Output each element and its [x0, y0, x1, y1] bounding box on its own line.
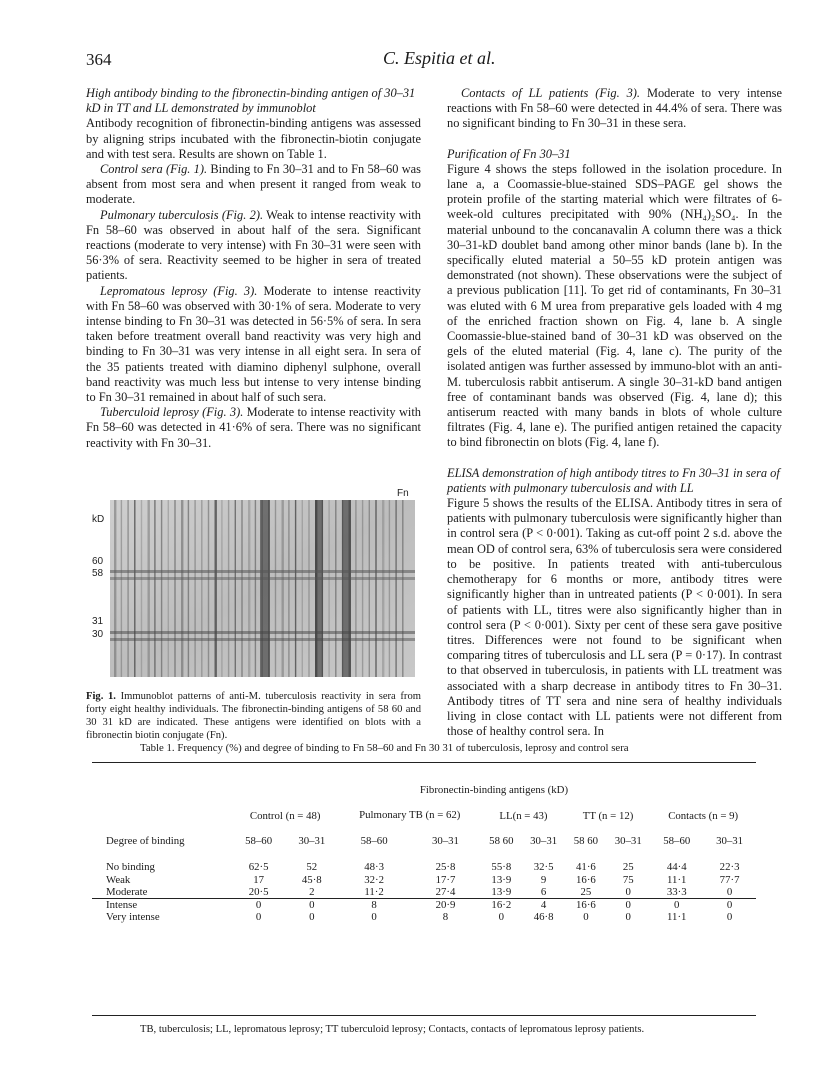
table-row	[92, 874, 756, 887]
subcol-header: 30–31	[614, 834, 642, 847]
table-cell: 0	[625, 911, 631, 924]
kd-axis-label: kD	[92, 514, 105, 525]
blot-lane	[235, 500, 236, 677]
table-cell: 8	[442, 911, 449, 924]
subcol-header: 58 60	[489, 834, 514, 847]
running-head: C. Espitia et al.	[383, 48, 496, 68]
figure-1	[86, 488, 421, 678]
table-cell: 27·4	[435, 886, 456, 899]
blot-dark-lane	[260, 500, 270, 677]
blot-lane	[148, 500, 150, 677]
immunoblot-image	[110, 500, 415, 677]
table-row	[92, 861, 756, 874]
paragraph-control	[86, 162, 421, 208]
table-cell: 41·6	[576, 861, 596, 874]
section-heading-immunoblot: High antibody binding to the fibronectin-binding antigen of 30–31 kD in TT and LL demonstrated by immunoblot	[86, 86, 416, 116]
table-cell: 52	[306, 861, 318, 874]
blot-lane	[402, 500, 403, 677]
table-cell: 48·3	[364, 861, 384, 874]
table-rule-bottom	[92, 1015, 756, 1016]
page-number: 364	[86, 50, 112, 69]
control-text: Binding to Fn 30–31 and to Fn 58–60 was absent from most sera and when present it ranged from weak to moderate.	[86, 162, 421, 207]
table-row	[92, 911, 756, 924]
table-cell: 46·8	[533, 911, 554, 924]
table-cell: 4	[540, 898, 547, 911]
paragraph-lepromatous	[86, 284, 421, 406]
table-cell: 25	[622, 861, 634, 874]
table-cell: 0	[726, 886, 733, 899]
table-cell: 17	[253, 873, 264, 886]
control-lead: Control sera (Fig. 1).	[100, 162, 208, 177]
blot-lane	[282, 500, 284, 677]
table-cell: 13·9	[491, 886, 512, 899]
blot-lane	[141, 500, 142, 677]
table-cell: 45·8	[301, 873, 322, 886]
table-cell: 16·2	[491, 898, 512, 911]
group-header: LL(n = 43)	[499, 810, 548, 822]
table-cell: 0	[255, 898, 262, 911]
subcol-header: 58–60	[245, 834, 273, 847]
section-heading-elisa: ELISA demonstration of high antibody titres to Fn 30–31 in sera of patients with pulmonary tuberculosis and with LL	[447, 465, 780, 495]
table-row	[92, 899, 756, 912]
table-cell: 33·3	[666, 886, 687, 899]
blot-lane	[389, 500, 390, 677]
table-cell: 20·9	[435, 898, 456, 911]
table-cell: 11·1	[667, 911, 687, 924]
marker-58: 58	[92, 568, 104, 579]
table-cell: 75	[622, 873, 634, 886]
blot-lane	[375, 500, 376, 677]
blot-lane	[308, 500, 309, 677]
table-cell: 0	[498, 911, 505, 924]
blot-lane	[188, 500, 189, 677]
blot-lane	[201, 500, 202, 677]
table-cell: 6	[540, 886, 547, 899]
blot-lane	[362, 500, 363, 677]
table-cell: 11·1	[667, 873, 687, 886]
paragraph-elisa: Figure 5 shows the results of the ELISA. Antibody titres in sera of patients with pulmonary tuberculosis were significantly higher than in control sera (P < 0·001). Taking as cut-off point 2 s.d. above the mean OD of control sera, 63% of tuberculosis sera were considered to be positive. In patients treated with anti-tuberculous chemotherapy for 6 months or more, antibody titres were significantly higher than in untreated patients (P < 0·001). In sera of patients with LL, titres were also significantly higher than in control sera (P < 0·001). Sixty per cent of these sera gave positive titres. Differences were not found to be significant when comparing titres of tuberculosis and LL sera (P = 0·17). In contrast to that observed in tuberculosis, in patients with LL treatment was associated with a sharp decrease in antibody titres to Fn 30–31. Antibody titres of TT sera and nine sera of healthy individuals living in close contact with LL patients were not different from those of healthy control sera. In	[447, 496, 782, 739]
table-cell: 0	[726, 898, 733, 911]
ptb-text: Weak to intense reactivity with Fn 58–60 was observed in about half of the sera. Significant reactions (moderate to very intense) with Fn 30–31 were seen with 56·3% of sera. Reactivity seemed to be higher in sera of treated patients.	[86, 207, 421, 283]
table-cell: 0	[309, 898, 315, 911]
subcol-header: 30–31	[298, 834, 326, 847]
figure-1-caption	[86, 690, 421, 742]
row-label: Very intense	[106, 911, 160, 924]
marker-30: 30	[92, 629, 104, 640]
marker-60: 60	[92, 556, 104, 567]
paragraph-purification: Figure 4 shows the steps followed in the isolation procedure. In lane a, a Coomassie-blue-stained SDS–PAGE gel shows the protein profile of the starting material which were filtrates of 6-week-old cultures precipitated with 90% (NH₄)₂SO₄. In the material unbound to the concanavalin A column there was a thick 30–31-kD doublet band among other minor bands (lane b). In the specifically eluted material a 50–55 kD protein antigen was demonstrated (not shown). These observations were the subject of a previous publication [11]. To get rid of contaminants, Fn 30–31 was eluted with 6 M urea from preparative gels loaded with 4 mg of the enriched fraction shown on Fig. 4, lane b. A single Coomassie-blue-stained band of 30–31 kD was observed on the gels of the eluted material (Fig. 4, lane c). The purity of the isolated antigen was further assessed by immuno-blot with an anti-M. tuberculosis rabbit antiserum. A single 30–31-kD band antigen free of contaminant bands was observed (Fig. 4, lane d); this antiserum reacted with many bands in blots of whole culture filtrates (Fig. 4, lane e). The purified antigen retained the capacity to bind fibronectin on blots (Fig. 4, lane f).	[447, 161, 782, 450]
contacts-lead: Contacts of LL patients (Fig. 3).	[461, 86, 641, 100]
blot-lane	[335, 500, 336, 677]
table-cell: 44·4	[666, 861, 687, 874]
tl-text: Moderate to intense reactivity with Fn 58–60 was detected in 41·6% of sera. There was no significant reactivity with Fn 30–31.	[86, 405, 421, 450]
table-cell: 16·6	[576, 898, 596, 911]
blot-lane	[248, 500, 250, 677]
blot-lane	[355, 500, 356, 677]
blot-lane	[241, 500, 242, 677]
row-label: Intense	[106, 898, 138, 911]
blot-lane	[194, 500, 195, 677]
blot-lane	[288, 500, 289, 677]
table-cell: 25	[580, 886, 592, 899]
marker-31: 31	[92, 616, 104, 627]
blot-lane	[328, 500, 329, 677]
table-cell: 16·6	[576, 873, 596, 886]
row-header: Degree of binding	[106, 834, 185, 847]
table-cell: 20·5	[248, 886, 269, 899]
table-cell: 25·8	[435, 861, 456, 874]
subcol-header: 58–60	[663, 834, 691, 847]
section-heading-purification: Purification of Fn 30–31	[447, 146, 571, 161]
table-1	[92, 762, 756, 924]
table-rule-mid	[92, 898, 756, 899]
table-cell: 9	[540, 873, 547, 886]
left-column	[86, 86, 421, 451]
blot-lane	[395, 500, 396, 677]
table-cell: 32·5	[533, 861, 554, 874]
fn-lane-label: Fn	[397, 488, 409, 499]
table-cell: 22·3	[719, 861, 740, 874]
table-cell: 0	[371, 911, 377, 924]
table-1-title: Table 1. Frequency (%) and degree of binding to Fn 58–60 and Fn 30 31 of tuberculosis, leprosy and control sera	[140, 742, 629, 754]
blot-lane	[302, 500, 303, 677]
blot-dark-lane	[315, 500, 323, 677]
table-cell: 32·2	[364, 873, 384, 886]
blot-lane	[134, 500, 135, 677]
blot-lane	[121, 500, 122, 677]
blot-lane	[114, 500, 116, 677]
table-cell: 0	[625, 886, 631, 899]
subcol-header: 58 60	[573, 834, 599, 847]
table-cell: 13·9	[491, 873, 512, 886]
table-cell: 0	[674, 898, 680, 911]
table-cell: 2	[309, 886, 315, 899]
subcol-header: 30–31	[716, 834, 744, 847]
group-header: Control (n = 48)	[249, 810, 321, 822]
table-cell: 0	[625, 898, 631, 911]
group-header: TT (n = 12)	[582, 810, 634, 822]
paragraph-contacts	[447, 86, 782, 132]
table-cell: 77·7	[719, 873, 740, 886]
row-label: Moderate	[106, 886, 148, 899]
table-cell: 0	[255, 911, 262, 924]
group-header: Pulmonary TB (n = 62)	[359, 809, 461, 821]
right-column	[447, 86, 782, 739]
row-label: Weak	[106, 873, 131, 886]
blot-lane	[275, 500, 276, 677]
blot-lane	[295, 500, 296, 677]
contacts-text: Moderate to very intense reactions with Fn 58–60 were detected in 44.4% of sera. There was no significant binding to Fn 30–31 in these sera.	[447, 86, 783, 131]
blot-lane	[208, 500, 209, 677]
blot-lane	[221, 500, 222, 677]
blot-dark-lane	[342, 500, 351, 677]
subcol-header: 30–31	[431, 834, 459, 847]
paragraph-tuberculoid	[86, 405, 421, 451]
blot-lane	[181, 500, 183, 677]
caption-lead: Fig. 1.	[86, 691, 116, 702]
blot-lane	[228, 500, 229, 677]
blot-lane	[127, 500, 128, 677]
row-label: No binding	[106, 861, 155, 874]
blot-lane	[369, 500, 370, 677]
blot-lane	[382, 500, 384, 677]
table-cell: 55·8	[491, 861, 512, 874]
blot-lane	[161, 500, 162, 677]
group-header: Contacts (n = 9)	[668, 810, 739, 822]
table-footnote: TB, tuberculosis; LL, lepromatous leprosy; TT tuberculoid leprosy; Contacts, contacts of lepromatous leprosy patients.	[140, 1024, 645, 1035]
paragraph-pulmonary-tb	[86, 208, 421, 284]
blot-lane	[174, 500, 175, 677]
tl-lead: Tuberculoid leprosy (Fig. 3).	[100, 405, 244, 420]
table-cell: 11·2	[364, 886, 384, 899]
paragraph-intro: Antibody recognition of fibronectin-binding antigens was assessed by aligning strips incubated with the fibronectin-biotin conjugate and with test sera. Results are shown on Table 1.	[86, 116, 421, 161]
ptb-lead: Pulmonary tuberculosis (Fig. 2).	[100, 207, 264, 222]
caption-text: Immunoblot patterns of anti-M. tuberculosis reactivity in sera from forty eight healthy individuals. The fibronectin-binding antigens of 58 60 and 30 31 kD are indicated. These antigens were identified on blots with a fibronectin biotin conjugate (Fn).	[86, 691, 421, 741]
table-cell: 17·7	[435, 873, 456, 886]
table-cell: 62·5	[248, 861, 269, 874]
table-cell: 0	[309, 911, 315, 924]
subcol-header: 30–31	[530, 834, 558, 847]
table-cell: 0	[583, 911, 589, 924]
table-row	[92, 886, 756, 899]
subcol-header: 58–60	[360, 834, 388, 847]
table-cell: 8	[371, 898, 377, 911]
blot-lane	[154, 500, 155, 677]
table-cell: 0	[726, 911, 733, 924]
ll-lead: Lepromatous leprosy (Fig. 3).	[100, 283, 258, 298]
blot-lane	[168, 500, 169, 677]
ll-text: Moderate to intense reactivity with Fn 58–60 was observed with 30·1% of sera. Moderate to very intense binding to Fn 30–31 was detected in 56·5% of sera. In sera taken before treatment overall band reactivity was very high and binding to Fn 30–31 was very intense in all eight sera. In sera of the 35 patients treated with diamino diphenyl sulphone, overall band reactivity was much less but intense to very intense binding to Fn 30–31 remained in about half of such sera.	[86, 283, 421, 405]
table-super-header: Fibronectin-binding antigens (kD)	[419, 784, 569, 797]
blot-lane	[215, 500, 217, 677]
blot-lane	[255, 500, 256, 677]
